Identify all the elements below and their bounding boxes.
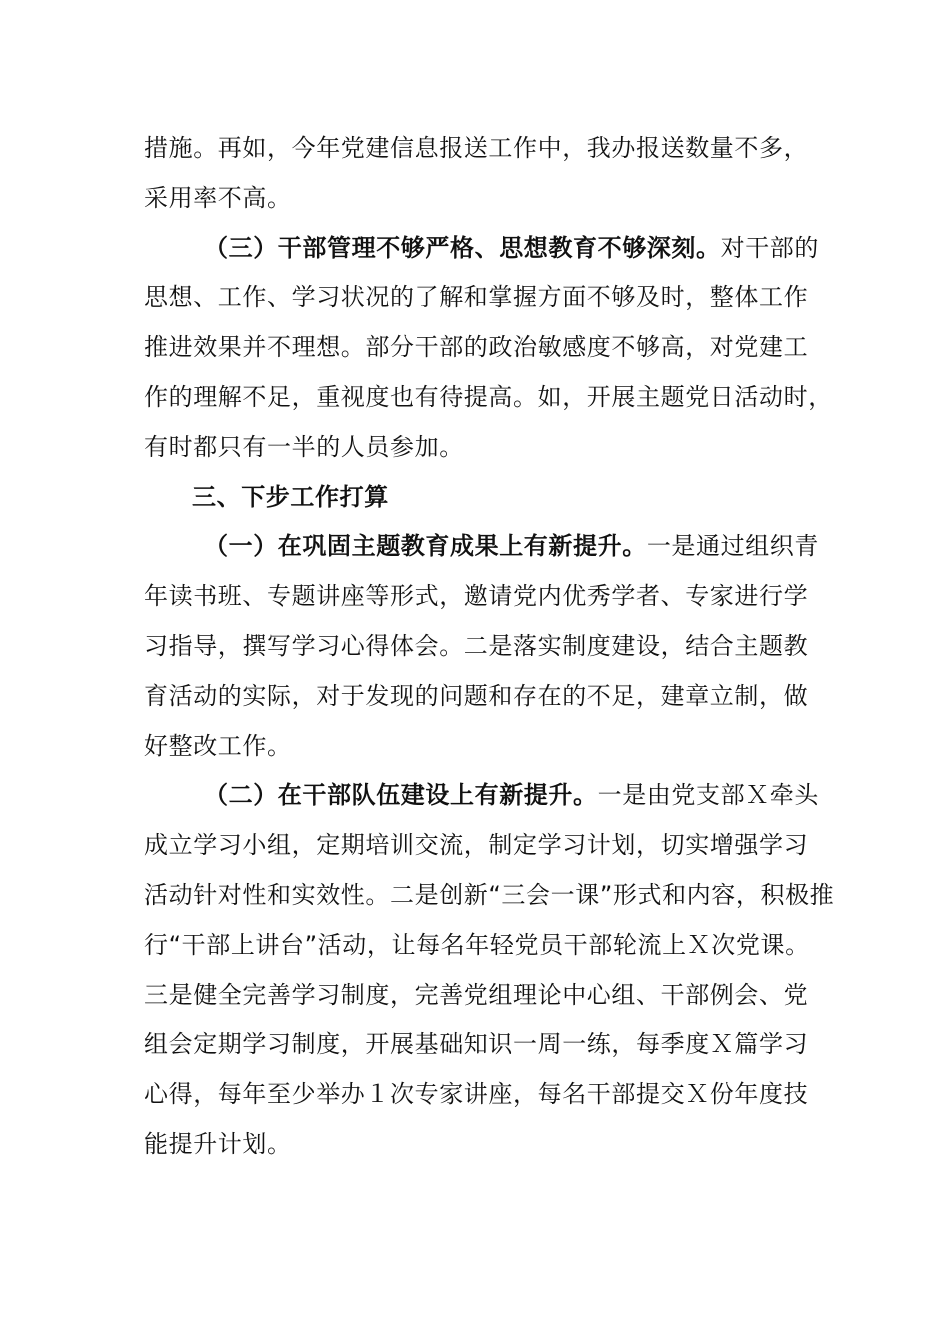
text-line: 推进效果并不理想。部分干部的政治敏感度不够高，对党建工 [144,333,809,362]
paragraph-first-line [144,522,820,572]
paragraph-heading-bold: （一）在巩固主题教育成果上有新提升。 [204,532,647,561]
text-line: 思想、工作、学习状况的了解和掌握方面不够及时，整体工作 [144,283,809,312]
paragraph-continuation [144,124,814,224]
document-body [144,124,835,1170]
text-line: 组会定期学习制度，开展基础知识一周一练，每季度Ｘ篇学习 [144,1030,809,1059]
text-line: 活动针对性和实效性。二是创新“三会一课”形式和内容，积极推 [144,880,835,909]
text-line: 有时都只有一半的人员参加。 [144,432,464,461]
text-line: 育活动的实际，对于发现的问题和存在的不足，建章立制，做 [144,681,809,710]
paragraph-first-line [144,224,820,274]
text-line: 措施。再如，今年党建信息报送工作中，我办报送数量不多， [144,134,809,162]
paragraph-first-rest: 一是通过组织青 [646,532,820,561]
text-line: 习指导，撰写学习心得体会。二是落实制度建设，结合主题教 [144,631,809,660]
paragraph-item-2 [144,771,835,1169]
text-line: 成立学习小组，定期培训交流，制定学习计划，切实增强学习 [144,831,809,860]
text-line: 能提升计划。 [144,1129,292,1158]
section-heading-text: 三、下步工作打算 [192,482,389,511]
text-line: 心得，每年至少举办１次专家讲座，每名干部提交Ｘ份年度技 [144,1080,809,1109]
text-line: 行“干部上讲台”活动，让每名年轻党员干部轮流上Ｘ次党课。 [144,930,810,959]
text-line: 作的理解不足，重视度也有待提高。如，开展主题党日活动时， [144,382,833,411]
section-heading [144,473,814,523]
text-line: 年读书班、专题讲座等形式，邀请党内优秀学者、专家进行学 [144,582,809,611]
paragraph-item-3 [144,224,833,473]
paragraph-heading-bold: （二）在干部队伍建设上有新提升。 [204,781,598,810]
paragraph-first-rest: 一是由党支部Ｘ牵头 [597,781,820,810]
text-line: 三是健全完善学习制度，完善党组理论中心组、干部例会、党 [144,980,809,1009]
paragraph-first-rest: 对干部的 [720,233,820,262]
text-line: 采用率不高。 [144,183,292,212]
text-line: 好整改工作。 [144,731,292,760]
paragraph-heading-bold: （三）干部管理不够严格、思想教育不够深刻。 [204,233,721,262]
paragraph-first-line [144,771,820,821]
paragraph-item-1 [144,522,820,771]
